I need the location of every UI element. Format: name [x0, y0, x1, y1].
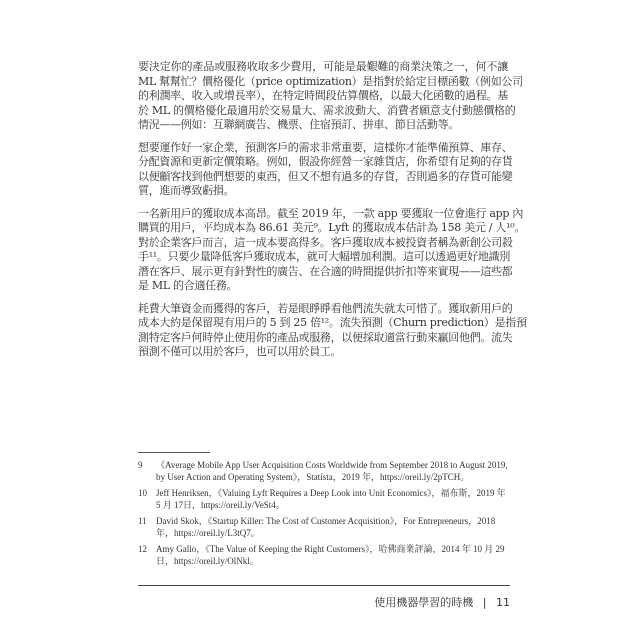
footnote-divider	[138, 452, 210, 453]
text-line: 分配資源和更新定價策略。例如，假設你經營一家雜貨店，你希望有足夠的存貨	[138, 155, 513, 168]
footnote-number: 9	[138, 460, 143, 470]
text-line: ML 幫幫忙？價格優化（price optimization）是指對於給定目標函數（例如公司	[138, 74, 523, 88]
text-line: 一名新用戶的獲取成本高昂。截至 2019 年，一款 app 要獲取一位會進行 app 內	[138, 206, 524, 220]
text-line: 以便顧客找到他們想要的東西，但又不想有過多的存貨，否則過多的存貨可能變	[138, 169, 513, 183]
text-line: 於 ML 的價格優化最適用於交易量大、需求波動大、消費者願意支付動態價格的	[138, 103, 516, 117]
footnote-number: 12	[138, 544, 147, 554]
text-line: 測特定客戶何時停止使用你的產品或服務，以便採取適當行動來贏回他們。流失	[138, 330, 513, 344]
text-line: 情況——例如：互聯網廣告、機票、住宿預訂、拼車、節目活動等。	[138, 118, 459, 131]
text-line: 對於企業客戶而言，這一成本要高得多。客戶獲取成本被投資者稱為新創公司殺	[138, 235, 513, 249]
text-line: 要決定你的產品或服務收取多少費用，可能是最艱難的商業決策之一，何不讓	[138, 60, 508, 73]
footnote-line: Jeff Henriksen，《Valuing Lyft Requires a Deep Look into Unit Economics》，福布斯，2019 年 5 月 17	[156, 488, 506, 510]
body-text	[138, 60, 527, 368]
paragraph-demand-forecast	[138, 140, 513, 199]
chapter-title: 使用機器學習的時機	[374, 596, 474, 609]
text-line: 是 ML 的合適任務。	[138, 279, 238, 292]
text-line: 購買的用戶，平均成本為 86.61 美元⁹。Lyft 的獲取成本估計為 158 美元 / 人¹⁰。	[138, 221, 526, 234]
footer-separator: |	[482, 596, 487, 609]
footnote-9	[138, 459, 510, 483]
page-number: 11	[496, 596, 510, 609]
footnote-line: oreil.ly/L3tQ7。	[199, 528, 260, 538]
footnote-line: Amy Gallo，《The Value of Keeping the Right Customers》，哈佛商業評論，2014 年 10 月 29 日，https://	[156, 544, 505, 566]
text-line: 手¹¹。只要少量降低客戶獲取成本，就可大幅增加利潤。這可以透過更好地識別	[138, 250, 511, 263]
text-line: 耗費大筆資金而獲得的客戶，若是眼睜睜看他們流失就太可惜了。獲取新用戶的	[138, 301, 513, 315]
footnote-11	[138, 515, 510, 539]
text-line: 預測不僅可以用於客戶，也可以用於員工。	[138, 345, 342, 358]
text-line: 質，進而導致虧損。	[138, 184, 235, 197]
footnote-10	[138, 487, 510, 511]
text-line: 潛在客戶、展示更有針對性的廣告、在合適的時間提供折扣等來實現——這些都	[138, 264, 513, 278]
footnote-line: oreil.ly/OlNkl。	[199, 556, 259, 566]
footnote-number: 10	[138, 488, 147, 498]
footnote-number: 11	[138, 516, 147, 526]
paragraph-churn-prediction	[138, 301, 527, 360]
paragraph-price-optimization	[138, 60, 523, 133]
footnote-12	[138, 543, 510, 567]
footer-divider	[138, 585, 510, 586]
footnote-line: Action and Operating System》，Statista，2019 年，https://oreil.ly/2pTCH。	[186, 472, 470, 482]
text-line: 想要運作好一家企業，預測客戶的需求非常重要，這樣你才能準備預算、庫存、	[138, 140, 513, 154]
text-line: 成本大約是保留現有用戶的 5 到 25 倍¹²。流失預測（Churn prediction）是指預	[138, 316, 527, 329]
footnote-line: David Skok，《Startup Killer: The Cost of Customer Acquisition》，For Entrepreneurs，2018 年，https://	[156, 516, 496, 538]
page-footer	[138, 594, 510, 610]
footnote-line: 日，https://oreil.ly/VeSt4。	[183, 500, 285, 510]
paragraph-acquisition-cost	[138, 206, 526, 294]
page-bottom	[138, 452, 510, 610]
footnote-line: 《Average Mobile App User Acquisition Costs Worldwide from September 2018 to August 2019, by User	[156, 460, 508, 482]
text-line: 的利潤率、收入或增長率），在特定時間段估算價格，以最大化函數的過程。基	[138, 89, 508, 102]
